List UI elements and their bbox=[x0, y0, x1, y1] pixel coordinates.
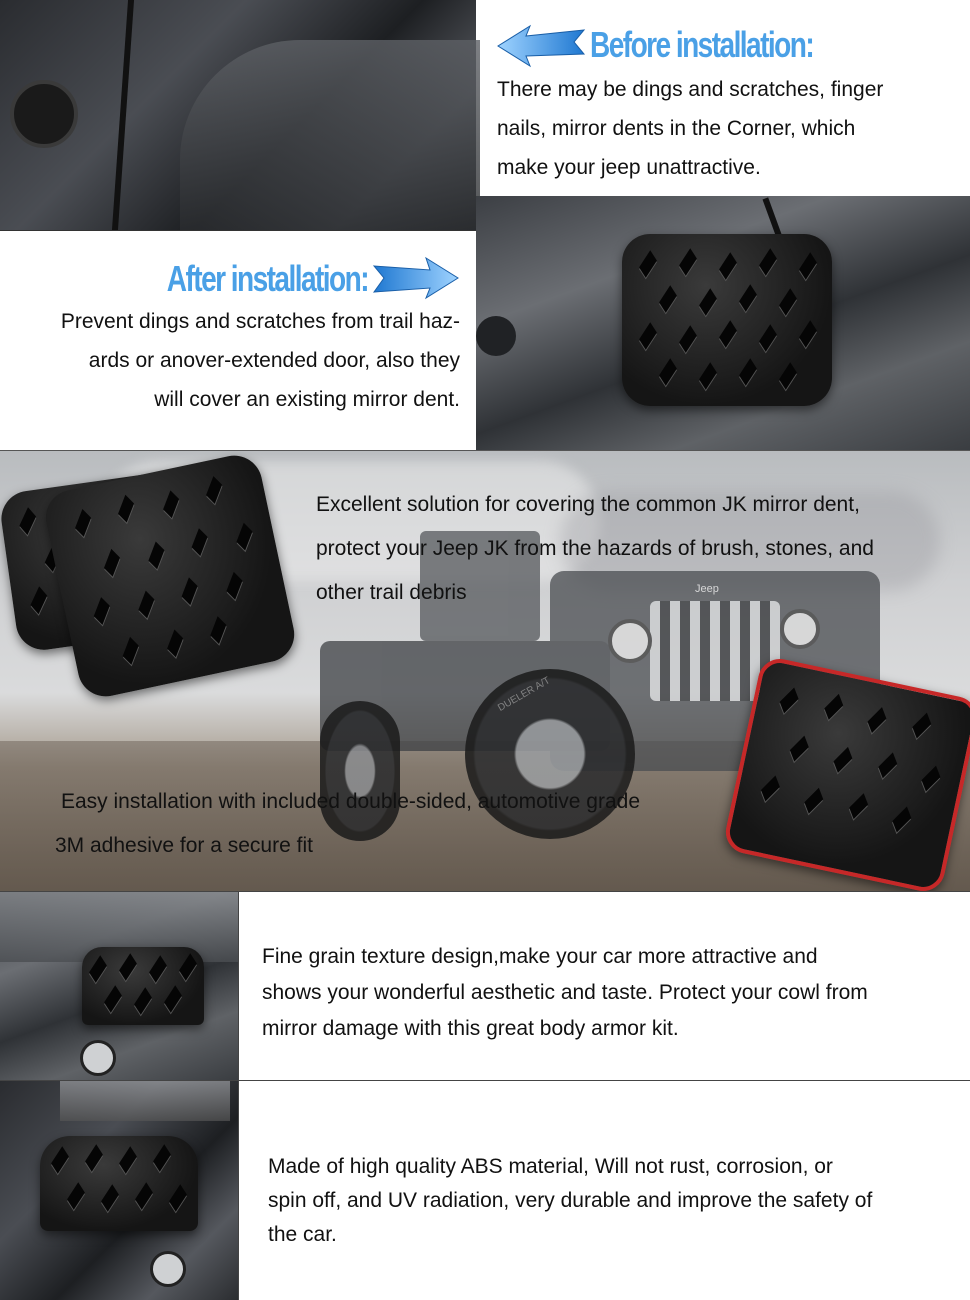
after-text-line: Prevent dings and scratches from trail haz- bbox=[60, 310, 460, 333]
scene-text-bottom bbox=[55, 780, 735, 868]
tire-text: DUELER A/T bbox=[496, 675, 553, 714]
after-heading-row bbox=[150, 256, 460, 304]
material-text-line: the car. bbox=[268, 1223, 337, 1246]
material-text-line: Made of high quality ABS material, Will not rust, corrosion, or bbox=[268, 1155, 833, 1178]
arrow-left-icon bbox=[496, 24, 586, 68]
texture-text-line: mirror damage with this great body armor kit. bbox=[262, 1017, 679, 1040]
material-panel bbox=[40, 1136, 198, 1231]
after-text-line: will cover an existing mirror dent. bbox=[154, 388, 460, 411]
armor-panel-front bbox=[41, 451, 300, 702]
scene-text-line: 3M adhesive for a secure fit bbox=[55, 834, 313, 857]
texture-panel bbox=[82, 947, 204, 1025]
after-photo bbox=[476, 196, 970, 450]
texture-photo bbox=[0, 892, 238, 1080]
before-text-line: nails, mirror dents in the Corner, which bbox=[497, 117, 856, 140]
texture-text-line: shows your wonderful aesthetic and taste. Protect your cowl from bbox=[262, 981, 868, 1004]
scene-text-line: other trail debris bbox=[316, 581, 467, 604]
scene-text-line: protect your Jeep JK from the hazards of brush, stones, and bbox=[316, 537, 874, 560]
cowl-armor-panel bbox=[622, 234, 832, 406]
material-text-line: spin off, and UV radiation, very durable and improve the safety of bbox=[268, 1189, 873, 1212]
scene-text-line: Excellent solution for covering the common JK mirror dent, bbox=[316, 493, 860, 516]
scene-text-top bbox=[316, 483, 966, 615]
after-text-line: ards or anover-extended door, also they bbox=[88, 349, 460, 372]
before-heading: Before installation: bbox=[590, 24, 814, 65]
grille-badge: Jeep bbox=[695, 583, 719, 595]
arrow-right-icon bbox=[372, 256, 460, 300]
after-heading: After installation: bbox=[166, 258, 368, 299]
after-text bbox=[0, 302, 460, 419]
before-text bbox=[497, 70, 957, 187]
texture-text-line: Fine grain texture design,make your car more attractive and bbox=[262, 945, 818, 968]
armor-panel-adhesive bbox=[722, 655, 970, 891]
texture-text bbox=[262, 939, 962, 1047]
material-text bbox=[268, 1150, 962, 1252]
before-text-line: There may be dings and scratches, finger bbox=[497, 78, 884, 101]
before-heading-row bbox=[496, 22, 956, 70]
jeep-scene bbox=[0, 451, 970, 891]
material-photo bbox=[0, 1081, 238, 1300]
before-photo bbox=[0, 0, 476, 230]
scene-text-line: Easy installation with included double-sided, automotive grade bbox=[61, 790, 641, 813]
before-text-line: make your jeep unattractive. bbox=[497, 156, 761, 179]
